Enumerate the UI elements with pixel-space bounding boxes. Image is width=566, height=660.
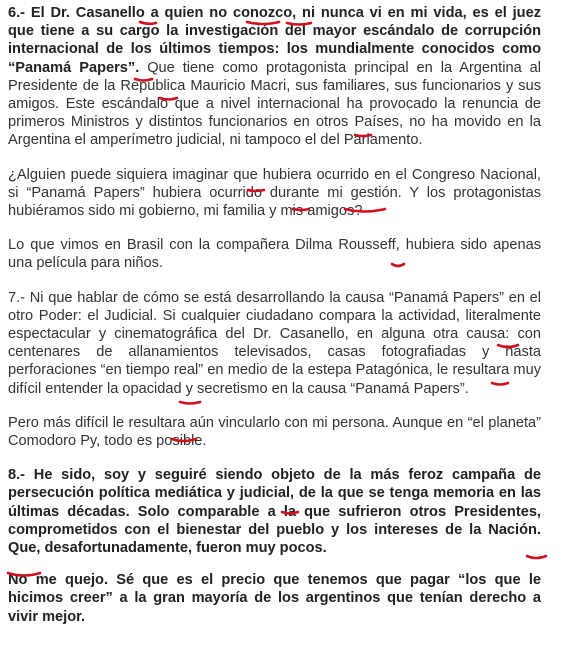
paragraph-6-bold: 6.- El Dr. Casanello a quien no conozco, ni nunca vi en mi vida, es el juez que tiene a su cargo la investigación del mayor escándalo de corrupción internacional de los últimos tiempos: los mundialmente conocidos como “Panamá Papers”. [8,5,541,76]
paragraph-congreso: ¿Alguien puede siquiera imaginar que hubiera ocurrido en el Congreso Nacional, si “Panamá Papers” hubiera ocurrido durante mi gestión. Y los protagonistas hubiéramos sido mi gobierno, mi familia y mis amigos? [8,166,541,220]
paragraph-6-text: Que tiene como protagonista principal en la Argentina al Presidente de la Republica Mauricio Macri, sus familiares, sus funcionarios y sus amigos. Este escándalo que a nivel internacional ha provocado la renuncia de primeros Ministros y distintos funcionarios en otros Países, no ha movido en la Argentina el amperímetro judicial, ni tampoco el del Parlamento. [8,59,541,149]
paragraph-brasil: Lo que vimos en Brasil con la compañera Dilma Rousseff, hubiera sido apenas una película para niños. [8,237,541,272]
paragraph-comodoro: Pero más difícil le resultara aún vincularlo con mi persona. Aunque en “el planeta” Comodoro Py, todo es posible. [8,414,541,450]
paragraph-8: 8.- He sido, soy y seguiré siendo objeto de la más feroz campaña de persecución política mediática y judicial, de la que se tenga memoria en las últimas décadas. Solo comparable a la que sufrieron otros Presidentes, comprometidos con el bienestar del pueblo y los intereses de la Nación. Que, desafortunadamente, fueron muy pocos. [8,467,541,557]
paragraph-6 [8,4,541,150]
paragraph-7: 7.- Ni que hablar de cómo se está desarrollando la causa “Panamá Papers” en el otro Poder: el Judicial. Si cualquier ciudadano compara la actividad, literalmente espectacular y cinematográfica del Dr. Casanello, en alguna otra causa: con centenares de allanamientos televisados, casas fotografiadas y hasta perforaciones “en tiempo real” en medio de la estepa Patagónica, le resultara muy difícil entender la opacidad y secretismo en la causa “Panamá Papers”. [8,289,541,397]
paragraph-queja: No me quejo. Sé que es el precio que tenemos que pagar “los que le hicimos creer” a la gran mayoría de los argentinos que tenían derecho a vivir mejor. [8,572,541,625]
document-text [8,4,541,642]
